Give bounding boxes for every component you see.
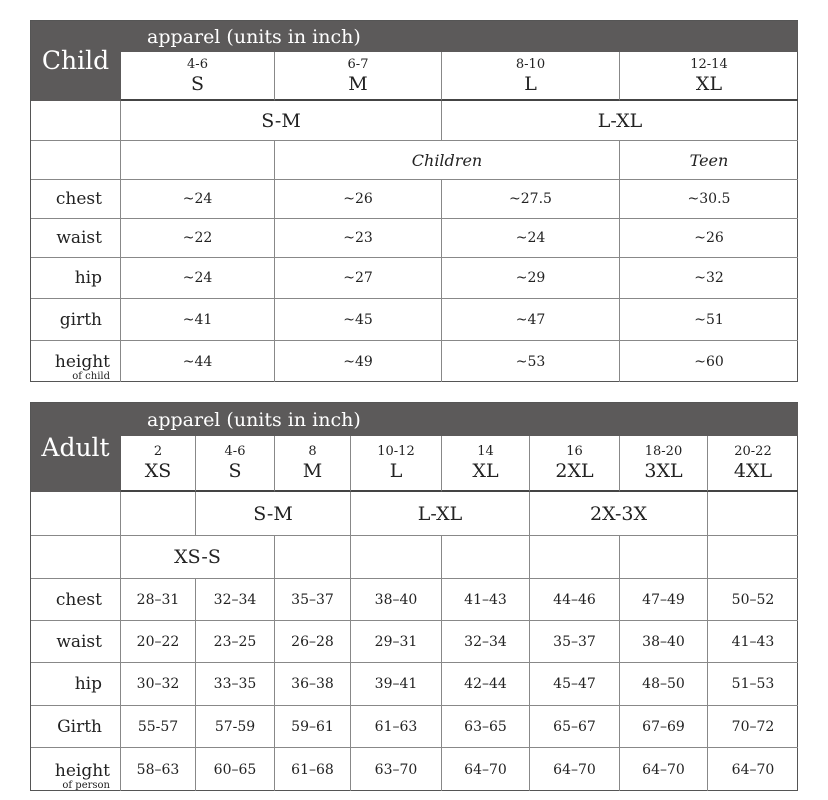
row-label-sub: of child [72, 371, 110, 382]
adult-size-num: 16 [566, 444, 583, 459]
adult-cell: 60–65 [196, 748, 275, 791]
adult-cell: 57-59 [196, 706, 275, 748]
adult-row-label: waist [31, 621, 121, 663]
child-size-num: 12-14 [690, 56, 728, 72]
adult-cell: 61–63 [351, 706, 442, 748]
child-cell: ~24 [442, 219, 620, 258]
adult-cell: 28–31 [121, 579, 196, 621]
adult-cell: 23–25 [196, 621, 275, 663]
adult-row-label: chest [31, 579, 121, 621]
child-size-label: M [348, 72, 368, 95]
adult-cell: 47–49 [620, 579, 708, 621]
adult-cell: 51–53 [708, 663, 798, 706]
adult-blank-cell [708, 536, 798, 579]
child-cell: ~41 [121, 299, 275, 341]
adult-cell: 38–40 [351, 579, 442, 621]
adult-size-table [30, 402, 798, 791]
adult-row-label-height [31, 748, 121, 791]
child-size-label: L [524, 72, 537, 95]
child-size-col-4 [620, 52, 798, 101]
adult-blank-cell [31, 492, 121, 536]
adult-cell: 20–22 [121, 621, 196, 663]
child-cell: ~51 [620, 299, 798, 341]
child-category-teen: Teen [620, 141, 798, 180]
child-cell: ~30.5 [620, 180, 798, 219]
child-size-col-2 [275, 52, 442, 101]
adult-group-2x-3x: 2X-3X [530, 492, 708, 536]
adult-cell: 32–34 [196, 579, 275, 621]
adult-group-l-xl: L-XL [351, 492, 530, 536]
child-group-l-xl: L-XL [442, 101, 798, 141]
adult-cell: 63–70 [351, 748, 442, 791]
adult-group-xs-s: XS-S [121, 536, 275, 579]
adult-cell: 35–37 [275, 579, 351, 621]
adult-size-col-1 [121, 436, 196, 492]
child-blank-cell [31, 101, 121, 141]
adult-row-label: Girth [31, 706, 121, 748]
child-size-num: 6-7 [347, 56, 369, 72]
child-size-col-3 [442, 52, 620, 101]
adult-size-label: XL [472, 460, 499, 482]
adult-cell: 59–61 [275, 706, 351, 748]
child-size-label: XL [695, 72, 723, 95]
adult-cell: 61–68 [275, 748, 351, 791]
child-section-label: Child [31, 21, 121, 101]
adult-size-label: M [302, 460, 323, 482]
row-label-main: height [54, 352, 110, 372]
child-category-children: Children [275, 141, 620, 180]
child-row-label: hip [31, 258, 121, 299]
adult-size-label: 2XL [555, 460, 594, 482]
adult-size-col-2 [196, 436, 275, 492]
adult-cell: 44–46 [530, 579, 620, 621]
adult-cell: 58–63 [121, 748, 196, 791]
adult-group-s-m: S-M [196, 492, 351, 536]
adult-cell: 55-57 [121, 706, 196, 748]
adult-cell: 64–70 [731, 761, 775, 778]
adult-cell: 38–40 [620, 621, 708, 663]
child-size-num: 8-10 [515, 56, 546, 72]
adult-size-col-4 [351, 436, 442, 492]
child-size-table [30, 20, 798, 382]
adult-size-num: 10-12 [377, 444, 415, 459]
adult-cell: 50–52 [708, 579, 798, 621]
adult-cell: 33–35 [196, 663, 275, 706]
child-table-header: apparel (units in inch) [121, 21, 798, 52]
child-size-num: 4-6 [187, 56, 208, 72]
adult-table-header: apparel (units in inch) [121, 403, 798, 436]
adult-cell: 64–70 [620, 748, 708, 791]
adult-cell: 39–41 [351, 663, 442, 706]
child-row-label-height [31, 341, 121, 382]
adult-blank-cell [121, 492, 196, 536]
adult-cell: 29–31 [351, 621, 442, 663]
adult-cell: 64–70 [442, 748, 530, 791]
child-cell: ~27 [275, 258, 442, 299]
adult-size-label: 3XL [644, 460, 683, 482]
adult-size-col-8 [708, 436, 798, 492]
child-row-label: girth [31, 299, 121, 341]
adult-size-num: 2 [153, 444, 163, 459]
adult-size-num: 20-22 [734, 444, 772, 459]
child-cell: ~24 [121, 258, 275, 299]
adult-blank-cell [530, 536, 620, 579]
child-cell: ~29 [442, 258, 620, 299]
child-cell: ~47 [442, 299, 620, 341]
adult-cell: 45–47 [530, 663, 620, 706]
child-cell: ~26 [620, 219, 798, 258]
adult-blank-cell [708, 492, 798, 536]
child-cell: ~32 [620, 258, 798, 299]
row-label-sub: of person [62, 780, 110, 791]
child-blank-cell [121, 141, 275, 180]
child-cell: ~53 [442, 341, 620, 382]
adult-size-label: L [389, 460, 403, 482]
child-cell: ~22 [121, 219, 275, 258]
adult-blank-cell [31, 536, 121, 579]
child-size-col-1 [121, 52, 275, 101]
child-blank-cell [31, 141, 121, 180]
adult-size-col-6 [530, 436, 620, 492]
adult-cell: 41–43 [442, 579, 530, 621]
adult-size-col-7 [620, 436, 708, 492]
child-size-label: S [190, 72, 205, 95]
adult-size-label: S [228, 460, 242, 482]
adult-blank-cell [275, 536, 351, 579]
adult-cell: 64–70 [530, 748, 620, 791]
adult-cell: 65–67 [530, 706, 620, 748]
adult-size-num: 4-6 [224, 444, 246, 459]
adult-size-label: XS [144, 460, 172, 482]
adult-cell: 63–65 [442, 706, 530, 748]
adult-size-col-5 [442, 436, 530, 492]
child-row-label: waist [31, 219, 121, 258]
adult-size-num: 14 [477, 444, 494, 459]
child-cell: ~23 [275, 219, 442, 258]
adult-cell: 67–69 [620, 706, 708, 748]
child-cell: ~26 [275, 180, 442, 219]
adult-blank-cell [442, 536, 530, 579]
adult-size-label: 4XL [733, 460, 773, 482]
child-cell: ~60 [694, 353, 724, 370]
adult-cell: 70–72 [708, 706, 798, 748]
adult-size-col-3 [275, 436, 351, 492]
adult-size-num: 8 [308, 444, 317, 459]
adult-cell: 41–43 [708, 621, 798, 663]
row-label-main: height [54, 761, 110, 781]
adult-cell: 48–50 [620, 663, 708, 706]
adult-cell: 30–32 [121, 663, 196, 706]
adult-blank-cell [620, 536, 708, 579]
child-cell: ~44 [121, 341, 275, 382]
adult-cell: 32–34 [442, 621, 530, 663]
adult-section-label: Adult [31, 403, 121, 492]
child-cell: ~27.5 [442, 180, 620, 219]
child-cell: ~49 [275, 341, 442, 382]
adult-cell: 35–37 [530, 621, 620, 663]
child-cell: ~24 [121, 180, 275, 219]
adult-cell: 36–38 [275, 663, 351, 706]
child-row-label: chest [31, 180, 121, 219]
adult-cell: 42–44 [442, 663, 530, 706]
child-group-s-m: S-M [121, 101, 442, 141]
adult-row-label: hip [31, 663, 121, 706]
adult-size-num: 18-20 [644, 444, 683, 459]
adult-cell: 26–28 [275, 621, 351, 663]
child-cell: ~45 [275, 299, 442, 341]
adult-blank-cell [351, 536, 442, 579]
